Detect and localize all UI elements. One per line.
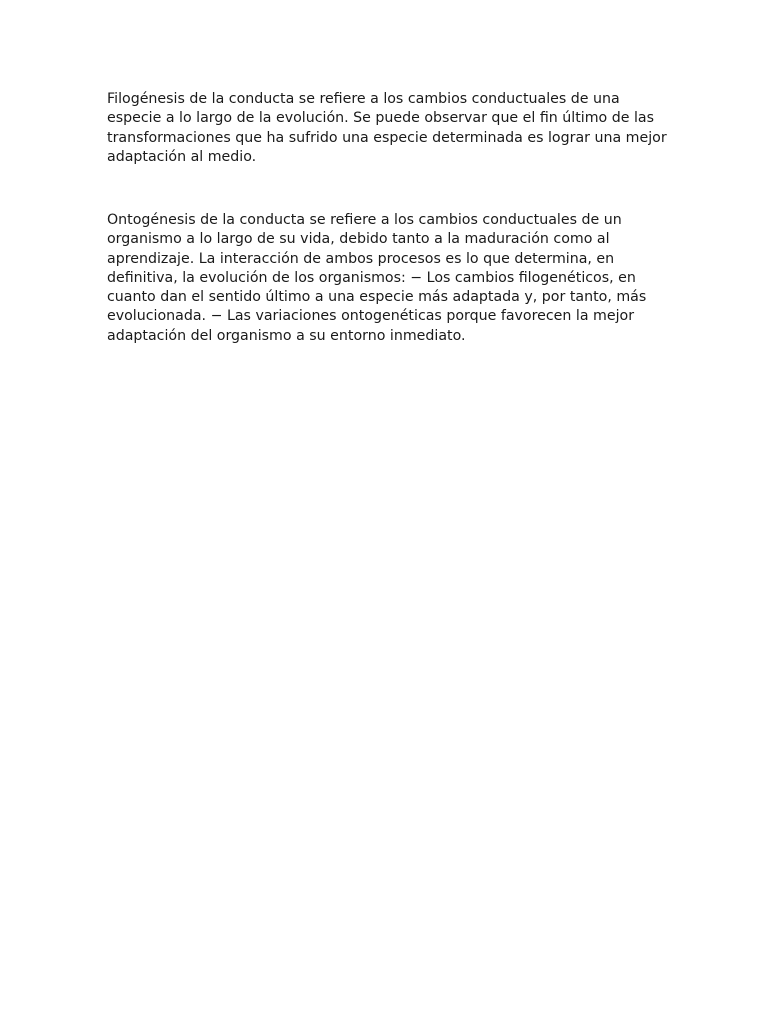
text-line: evolucionada. − Las variaciones ontogenéticas porque favorecen la mejor [107, 308, 635, 325]
text-line: adaptación del organismo a su entorno inmediato. [107, 327, 466, 344]
text-line: transformaciones que ha sufrido una especie determinada es lograr una mejor [107, 129, 667, 146]
text-line: cuanto dan el sentido último a una especie más adaptada y, por tanto, más [107, 289, 647, 306]
paragraph-filogenesis [107, 90, 667, 167]
text-line: aprendizaje. La interacción de ambos procesos es lo que determina, en [107, 250, 615, 267]
text-line: especie a lo largo de la evolución. Se puede observar que el fin último de las [107, 110, 655, 127]
text-line: Filogénesis de la conducta se refiere a los cambios conductuales de una [107, 91, 620, 107]
text-line: definitiva, la evolución de los organismos: − Los cambios filogenéticos, en [107, 269, 636, 286]
text-line: organismo a lo largo de su vida, debido tanto a la maduración como al [107, 231, 610, 248]
text-line: adaptación al medio. [107, 148, 257, 165]
text-line: Ontogénesis de la conducta se refiere a los cambios conductuales de un [107, 212, 622, 228]
paragraph-ontogenesis [107, 211, 667, 346]
